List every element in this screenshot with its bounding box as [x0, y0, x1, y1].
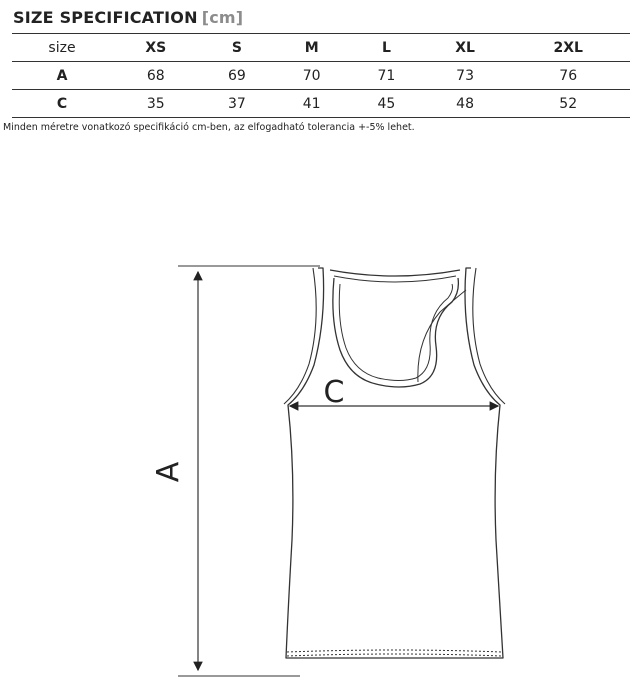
- front-neckline: [330, 270, 460, 276]
- hem-stitch-line-2: [287, 654, 502, 656]
- table-cell: 37: [200, 90, 275, 118]
- garment-silhouette: [286, 268, 503, 658]
- front-neckline-binding: [334, 276, 456, 282]
- table-cell: 69: [200, 62, 275, 90]
- table-cell: 45: [349, 90, 424, 118]
- table-cell: 41: [274, 90, 349, 118]
- title-unit: [cm]: [201, 8, 244, 27]
- table-cell: 35: [112, 90, 200, 118]
- row-label-c: C: [12, 90, 112, 118]
- row-label-a: A: [12, 62, 112, 90]
- size-header-l: L: [349, 34, 424, 62]
- armhole-binding-right: [473, 268, 505, 404]
- armhole-binding-left: [284, 268, 316, 404]
- table-cell: 73: [424, 62, 507, 90]
- table-cell: 52: [506, 90, 630, 118]
- size-header-m: M: [274, 34, 349, 62]
- table-cell: 76: [506, 62, 630, 90]
- dimension-c-label: C: [323, 375, 345, 410]
- tank-top-outline: [284, 268, 505, 658]
- size-header-xs: XS: [112, 34, 200, 62]
- tolerance-note: Minden méretre vonatkozó specifikáció cm-ben, az elfogadható tolerancia +-5% lehet.: [3, 122, 415, 133]
- dimension-a: [151, 266, 320, 676]
- hem-stitch-line: [287, 650, 502, 652]
- size-header-s: S: [200, 34, 275, 62]
- table-cell: 71: [349, 62, 424, 90]
- racerback-opening-outer: [333, 278, 459, 387]
- size-header-xl: XL: [424, 34, 507, 62]
- table-cell: 68: [112, 62, 200, 90]
- size-header-label: size: [12, 34, 112, 62]
- size-header-2xl: 2XL: [506, 34, 630, 62]
- title-text: SIZE SPECIFICATION: [13, 8, 198, 27]
- table-cell: 70: [274, 62, 349, 90]
- table-cell: 48: [424, 90, 507, 118]
- dimension-a-label: A: [151, 461, 186, 483]
